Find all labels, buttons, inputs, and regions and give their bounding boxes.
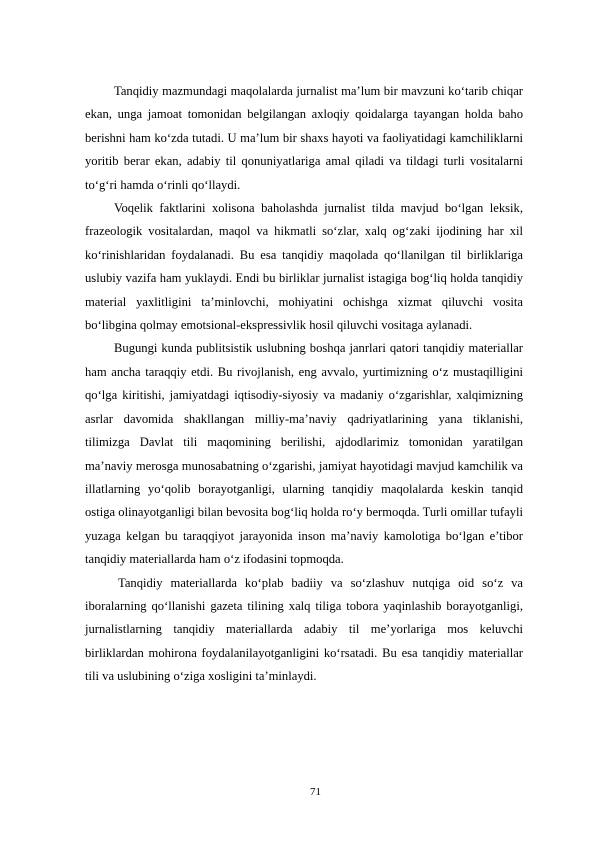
paragraph-2: Voqelik faktlarini xolisona baholashda jurnalist tilda mavjud bo‘lgan leksik, frazeologik vositalardan, maqol va hikmatli so‘zlar, xalq og‘zaki ijodining har xil ko‘rinishlaridan foydalanadi. Bu esa tanqidiy maqolada qo‘llanilgan til birliklariga uslubiy vazifa ham yuklaydi. Endi bu birliklar jurnalist istagiga bog‘liq holda tanqidiy material yaxlitligini ta’minlovchi, mohiyatini ochishga xizmat qiluvchi vosita bo‘libgina qolmay emotsional-ekspressivlik hosil qiluvchi vositaga aylanadi. [85, 201, 523, 333]
paragraph-1: Tanqidiy mazmundagi maqolalarda jurnalist ma’lum bir mavzuni ko‘tarib chiqar ekan, unga jamoat tomonidan belgilangan axloqiy qoidalarga tayangan holda baho berishni ham ko‘zda tutadi. U ma’lum bir shaxs hayoti va faoliyatidagi kamchiliklarni yoritib berar ekan, adabiy til qonuniyatlariga amal qiladi va tildagi turli vositalarni to‘g‘ri hamda o‘rinli qo‘llaydi. [85, 84, 523, 192]
paragraph-4: Tanqidiy materiallarda ko‘plab badiiy va so‘zlashuv nutqiga oid so‘z va iboralarning qo‘llanishi gazeta tilining xalq tiliga tobora yaqinlashib borayotganligi, jurnalistlarning tanqidiy materiallarda adabiy til me’yorlariga mos keluvchi birliklardan mohirona foydalanilayotganligini ko‘rsatadi. Bu esa tanqidiy materiallar tili va uslubining o‘ziga xosligini ta’minlaydi. [85, 575, 523, 684]
paragraph-3: Bugungi kunda publitsistik uslubning boshqa janrlari qatori tanqidiy materiallar ham ancha taraqqiy etdi. Bu rivojlanish, eng avvalo, yurtimizning o‘z mustaqilligini qo‘lga kiritishi, jamiyatdagi iqtisodiy-siyosiy va madaniy o‘zgarishlar, xalqimizning asrlar davomida shakllangan milliy-ma’naviy qadriyatlarining yana tiklanishi, tilimizga Davlat tili maqomining berilishi, ajdodlarimiz tomonidan yaratilgan ma’naviy merosga munosabatning o‘zgarishi, jamiyat hayotidagi mavjud kamchilik va illatlarning yo‘qolib borayotganligi, ularning tanqidiy maqolalarda keskin tanqid ostiga olinayotganligi bilan bevosita bog‘liq holda ro‘y bermoqda. Turli omillar tufayli yuzaga kelgan bu taraqqiyot jarayonida inson ma’naviy kamolotiga bo‘lgan e’tibor tanqidiy materiallarda ham o‘z ifodasini topmoqda. [85, 341, 523, 567]
page-number: 71 [310, 786, 321, 798]
document-body [85, 80, 523, 689]
